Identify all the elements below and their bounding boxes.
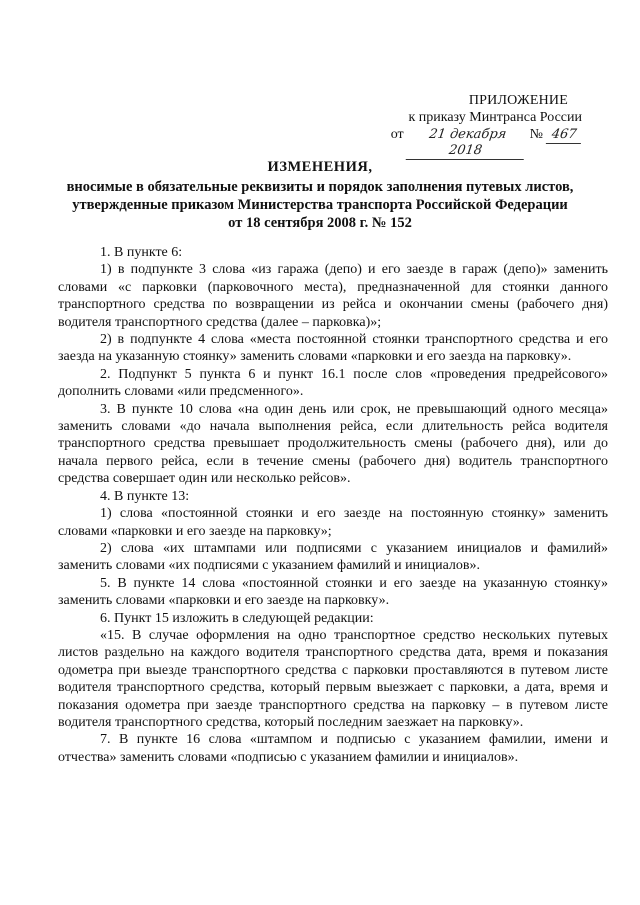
paragraph: 1. В пункте 6: xyxy=(100,245,183,260)
appendix-order-line: к приказу Минтранса России xyxy=(408,110,582,125)
number-prefix: № xyxy=(529,127,543,142)
date-prefix: от xyxy=(390,127,404,142)
appendix-block xyxy=(390,92,582,160)
document-body xyxy=(58,244,608,766)
paragraph: 2. Подпункт 5 пункта 6 и пункт 16.1 после слов «проведения предрейсового» дополнить словами «или предсменного». xyxy=(58,366,608,400)
handwritten-number: 467 xyxy=(546,127,583,144)
document-title xyxy=(0,158,640,232)
paragraph: «15. В случае оформления на одно транспортное средство нескольких путевых листов раздельно на каждого водителя транспортного средства дата, время и показания одометра при выезде транспортного средства с парковки проставляются в путевом листе водителя транспортного средства, который первым выезжает с парковки, а дата, время и показания одометра при заезде транспортного средства на парковку – в путевом листе водителя транспортного средства, который последним заезжает на парковку». xyxy=(58,627,608,730)
appendix-date-number xyxy=(390,126,582,160)
paragraph: 4. В пункте 13: xyxy=(100,488,190,504)
paragraph: 3. В пункте 10 слова «на один день или срок, не превышающий одного месяца» заменить словами «до начала выполнения рейса, если длительность рейса водителя транспортного средства превышает продолжительность смены (рабочего дня), или до начала первого рейса, если в течение смены (рабочего дня) водитель транспортного средства совершает один или несколько рейсов». xyxy=(58,401,608,487)
paragraph: 5. В пункте 14 слова «постоянной стоянки и его заезде на указанную стоянку» заменить словами «парковки и его заезде на парковку». xyxy=(58,575,608,609)
title-line-3: утвержденные приказом Министерства транспорта Российской Федерации xyxy=(72,197,568,213)
title-main: ИЗМЕНЕНИЯ, xyxy=(267,159,373,175)
title-line-4: от 18 сентября 2008 г. № 152 xyxy=(228,215,412,231)
paragraph: 7. В пункте 16 слова «штампом и подписью с указанием фамилии, имени и отчества» заменить словами «подписью с указанием фамилии и инициалов». xyxy=(58,732,608,765)
handwritten-date: 21 декабря 2018 xyxy=(405,127,528,160)
appendix-heading: ПРИЛОЖЕНИЕ xyxy=(468,93,568,108)
title-line-2: вносимые в обязательные реквизиты и порядок заполнения путевых листов, xyxy=(66,179,574,195)
paragraph: 1) в подпункте 3 слова «из гаража (депо) и его заезде в гараж (депо)» заменить словами «с парковки (парковочного места), предназначенной для стоянки данного транспортного средства по возвращении из рейса и окончании смены (рабочего дня) водителя транспортного средства (далее – парковка)»; xyxy=(58,262,608,330)
paragraph: 2) слова «их штампами или подписями с указанием инициалов и фамилий» заменить словами «их подписями с указанием фамилий и инициалов». xyxy=(58,540,608,574)
paragraph: 2) в подпункте 4 слова «места постоянной стоянки транспортного средства и его заезда на указанную стоянку» заменить словами «парковки и его заезда на парковку». xyxy=(58,332,608,365)
paragraph: 1) слова «постоянной стоянки и его заезде на постоянную стоянку» заменить словами «парковки и его заезде на парковку»; xyxy=(58,506,608,539)
paragraph: 6. Пункт 15 изложить в следующей редакции: xyxy=(100,610,374,626)
